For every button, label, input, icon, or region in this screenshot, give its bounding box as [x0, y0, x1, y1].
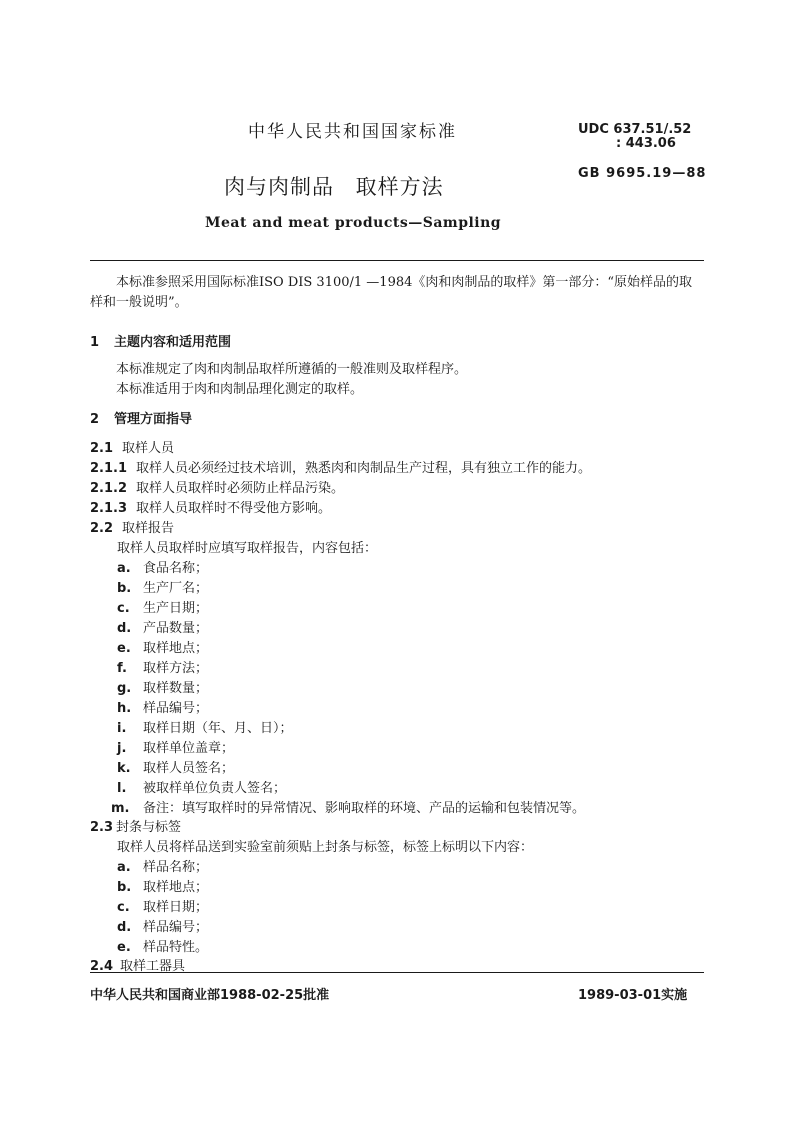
intro-paragraph: 本标准参照采用国际标准ISO DIS 3100/1 —1984《肉和肉制品的取样》第一部分：“原始样品的取样和一般说明”。 — [90, 275, 693, 310]
report-item-text: 生产日期； — [143, 601, 209, 616]
report-item-letter: l. — [117, 781, 127, 796]
report-item — [117, 777, 286, 796]
label-item-letter: b. — [117, 880, 132, 895]
report-item-text: 食品名称； — [143, 561, 209, 576]
report-item-text: 取样地点； — [143, 641, 209, 656]
udc-line-1: UDC 637.51/.52 — [578, 122, 692, 137]
report-item-letter: c. — [117, 601, 130, 616]
section-2-3-title: 封条与标签 — [116, 820, 182, 835]
label-item-letter: d. — [117, 920, 132, 935]
label-item-text: 样品名称； — [143, 860, 209, 875]
report-item — [117, 577, 208, 596]
section-2-title: 管理方面指导 — [114, 412, 193, 427]
report-item-text: 取样人员签名； — [143, 761, 235, 776]
label-item-text: 取样日期； — [143, 900, 209, 915]
section-1-paragraph-1: 本标准规定了肉和肉制品取样所遵循的一般准则及取样程序。 — [116, 362, 468, 377]
report-item-text: 取样方法； — [143, 661, 209, 676]
section-2-1-number: 2.1 — [90, 441, 114, 456]
section-1-heading — [90, 331, 231, 350]
section-2-3-lead: 取样人员将样品送到实验室前须贴上封条与标签，标签上标明以下内容： — [117, 840, 534, 855]
approval-note: 中华人民共和国商业部1988-02-25批准 — [90, 988, 330, 1003]
section-1-paragraph-2: 本标准适用于肉和肉制品理化测定的取样。 — [116, 382, 364, 397]
label-item — [117, 856, 208, 875]
section-2-4-title: 取样工器具 — [120, 959, 186, 974]
section-2-1-heading — [90, 437, 174, 456]
section-2-2-title: 取样报告 — [122, 521, 175, 536]
label-item-letter: e. — [117, 940, 131, 955]
report-item — [117, 557, 208, 576]
report-item-text: 产品数量； — [143, 621, 209, 636]
report-item-letter: f. — [117, 661, 127, 676]
section-1-number: 1 — [90, 335, 100, 350]
section-2-1-2-number: 2.1.2 — [90, 481, 128, 496]
section-2-1-1-text: 取样人员必须经过技术培训，熟悉肉和肉制品生产过程，具有独立工作的能力。 — [136, 461, 592, 476]
section-1-title: 主题内容和适用范围 — [114, 335, 232, 350]
label-item-letter: c. — [117, 900, 130, 915]
implementation-date: 1989-03-01实施 — [578, 988, 688, 1003]
section-2-1-3-text: 取样人员取样时不得受他方影响。 — [136, 501, 332, 516]
section-2-3-number: 2.3 — [90, 820, 114, 835]
label-item-text: 样品特性。 — [143, 940, 209, 955]
standard-title: 中华人民共和国国家标准 — [248, 122, 457, 142]
label-item-letter: a. — [117, 860, 131, 875]
section-2-1-1-number: 2.1.1 — [90, 461, 128, 476]
document-title-chinese: 肉与肉制品 取样方法 — [224, 175, 444, 199]
report-item-letter: h. — [117, 701, 132, 716]
report-item-letter: i. — [117, 721, 127, 736]
label-item — [117, 916, 208, 935]
section-2-heading — [90, 408, 192, 427]
report-item-letter: g. — [117, 681, 132, 696]
report-item — [117, 737, 234, 756]
report-item-text: 备注：填写取样时的异常情况、影响取样的环境、产品的运输和包装情况等。 — [143, 801, 586, 816]
section-2-1-2-text: 取样人员取样时必须防止样品污染。 — [136, 481, 345, 496]
report-item — [111, 797, 585, 816]
section-2-1-1 — [90, 457, 591, 476]
report-item — [117, 617, 208, 636]
report-item-letter: j. — [117, 741, 127, 756]
report-item-text: 样品编号； — [143, 701, 209, 716]
section-2-3-heading — [90, 816, 181, 835]
report-item-letter: k. — [117, 761, 131, 776]
label-item — [117, 876, 208, 895]
section-2-1-2 — [90, 477, 344, 496]
report-item — [117, 657, 208, 676]
label-item — [117, 896, 208, 915]
report-item-text: 取样日期（年、月、日）； — [143, 721, 293, 736]
header-divider — [90, 260, 704, 261]
report-item-letter: e. — [117, 641, 131, 656]
report-item-text: 取样单位盖章； — [143, 741, 235, 756]
document-title-english: Meat and meat products—Sampling — [205, 215, 502, 231]
label-item-text: 取样地点； — [143, 880, 209, 895]
report-item — [117, 597, 208, 616]
label-item — [117, 936, 208, 955]
report-item-letter: m. — [111, 801, 130, 816]
report-item — [117, 757, 234, 776]
section-2-4-number: 2.4 — [90, 959, 114, 974]
report-item — [117, 717, 293, 736]
report-item — [117, 677, 208, 696]
report-item-letter: a. — [117, 561, 131, 576]
footer-divider — [90, 972, 704, 973]
report-item-letter: b. — [117, 581, 132, 596]
section-2-2-lead: 取样人员取样时应填写取样报告，内容包括： — [117, 541, 378, 556]
report-item-text: 生产厂名； — [143, 581, 209, 596]
section-2-2-heading — [90, 517, 174, 536]
report-item-text: 被取样单位负责人签名； — [143, 781, 287, 796]
section-2-1-title: 取样人员 — [122, 441, 175, 456]
section-2-number: 2 — [90, 412, 100, 427]
gb-standard-code: GB 9695.19—88 — [578, 166, 707, 181]
section-2-1-3 — [90, 497, 331, 516]
report-item-text: 取样数量； — [143, 681, 209, 696]
udc-line-2: : 443.06 — [616, 136, 676, 151]
label-item-text: 样品编号； — [143, 920, 209, 935]
report-item-letter: d. — [117, 621, 132, 636]
section-2-1-3-number: 2.1.3 — [90, 501, 128, 516]
section-2-2-number: 2.2 — [90, 521, 114, 536]
report-item — [117, 637, 208, 656]
report-item — [117, 697, 208, 716]
udc-code — [578, 123, 691, 151]
